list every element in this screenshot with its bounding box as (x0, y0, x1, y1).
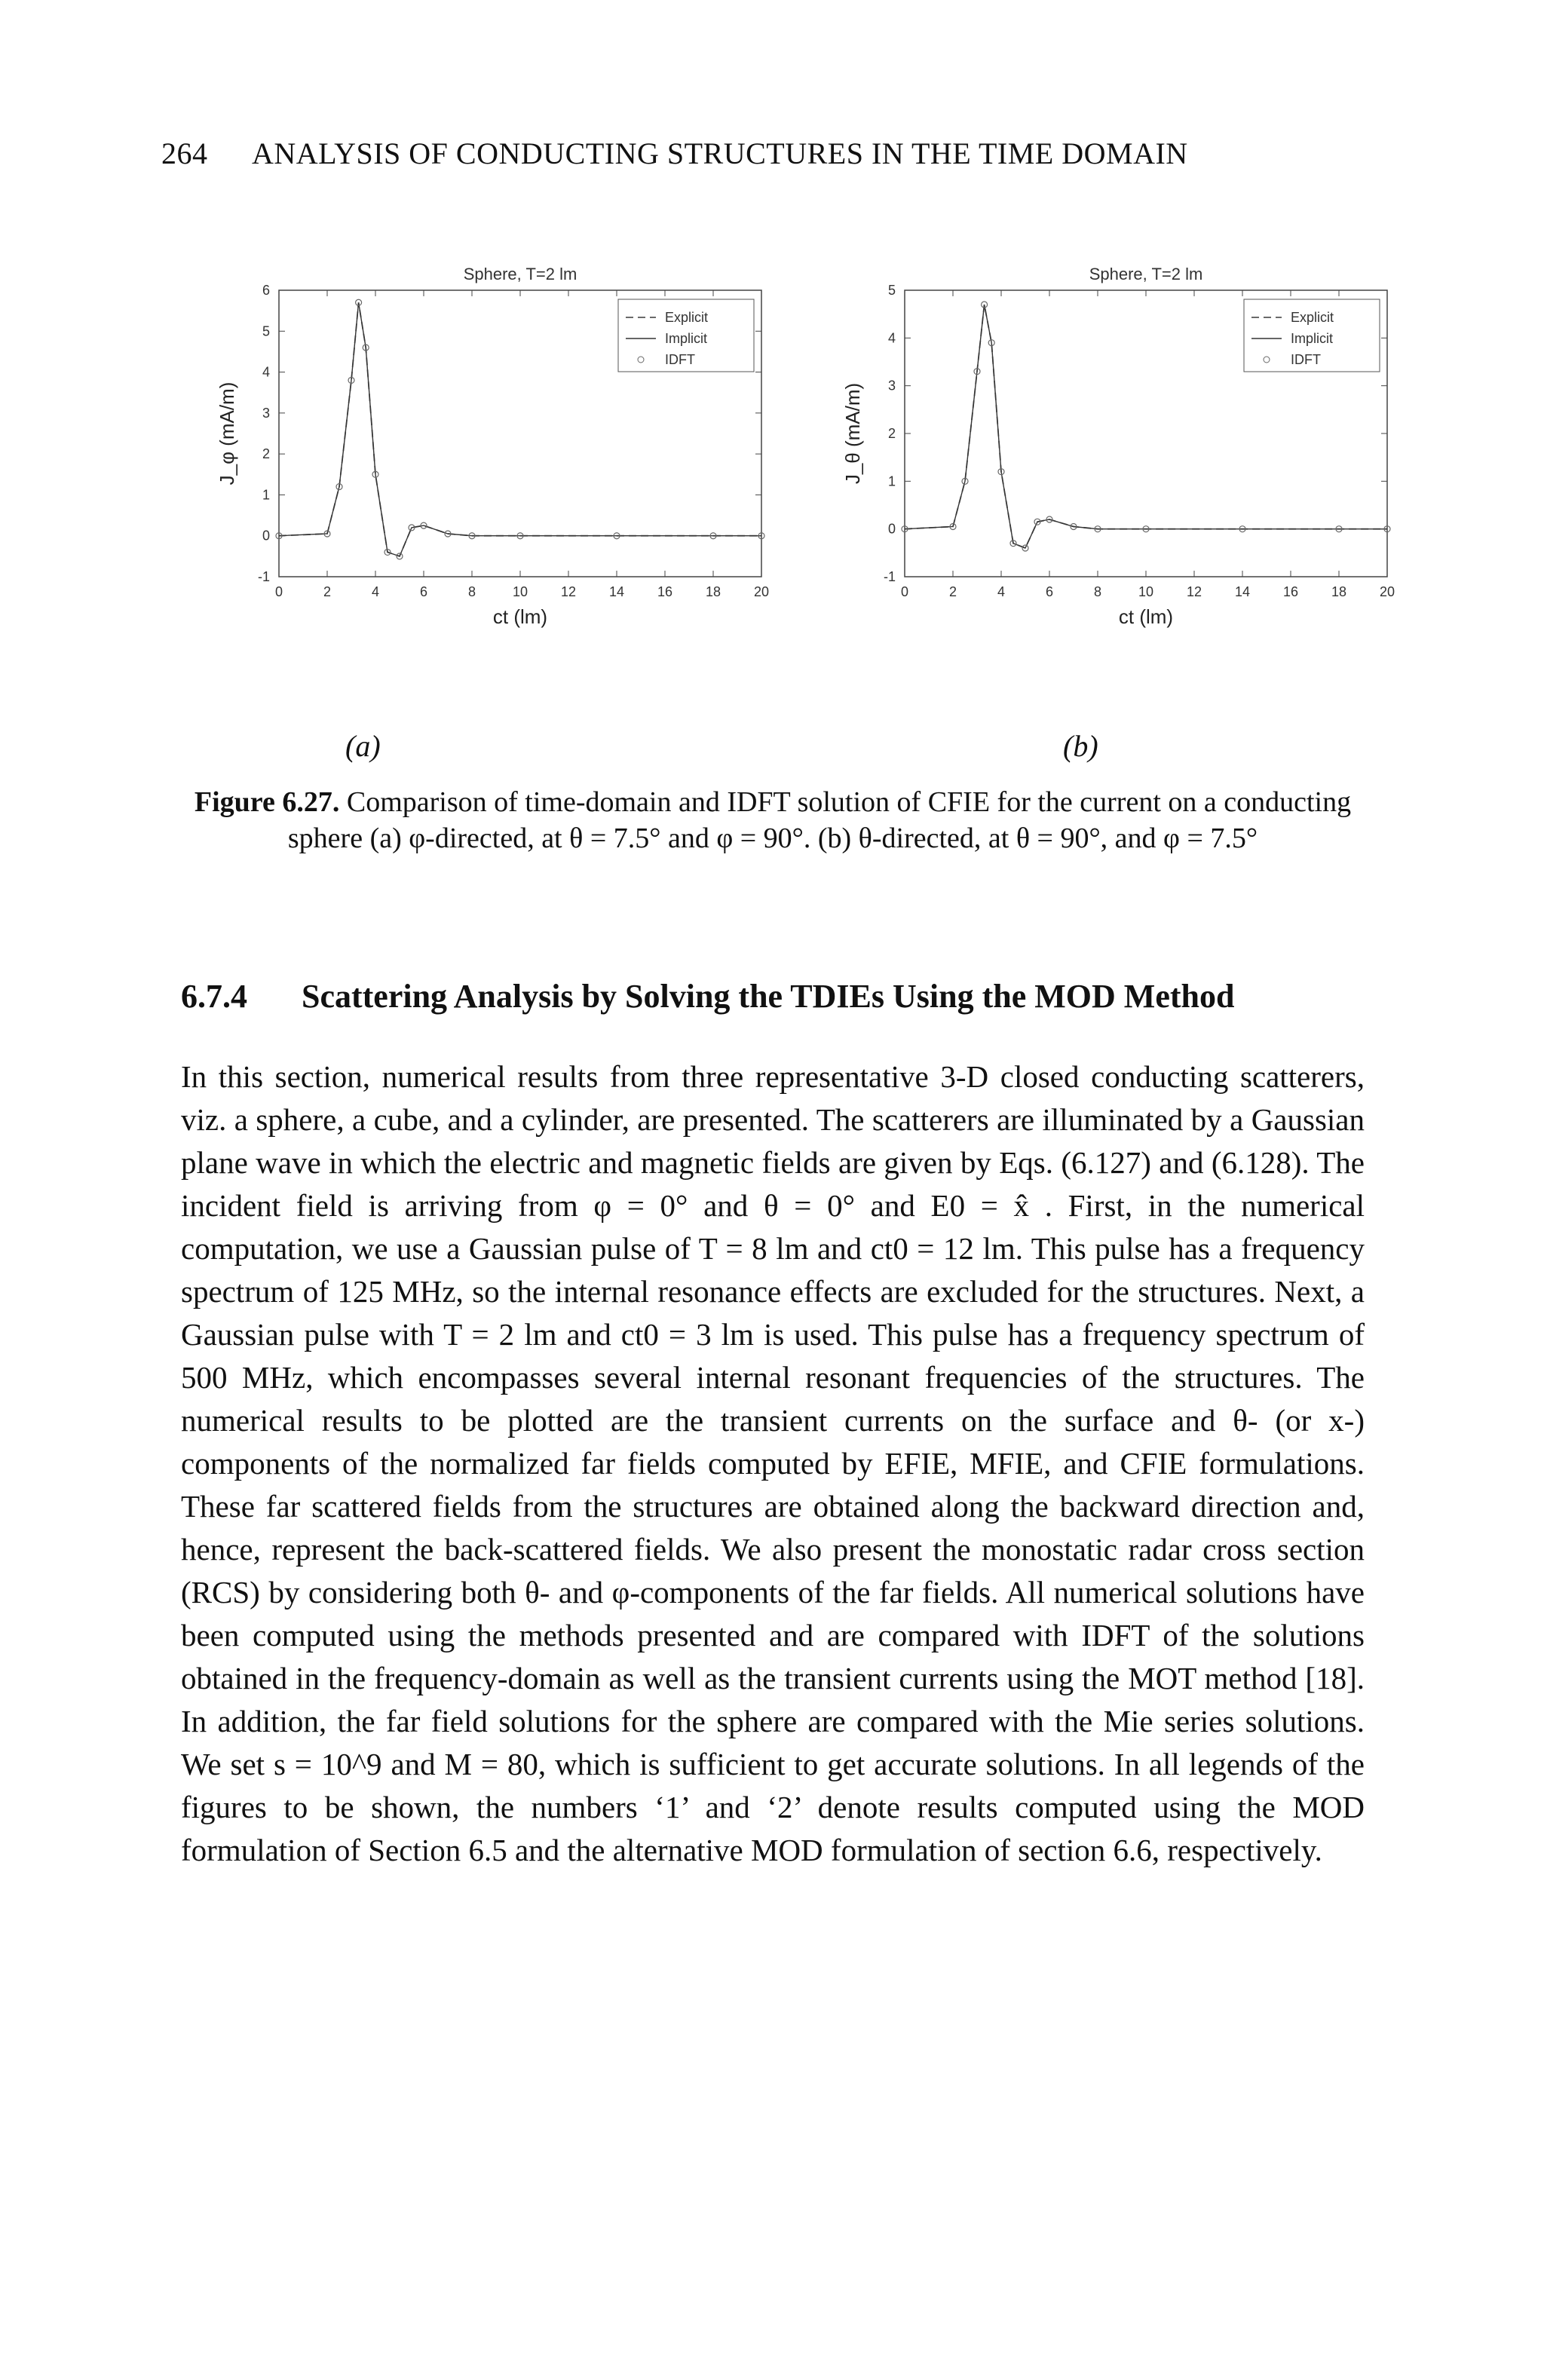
y-tick-label: 5 (887, 283, 896, 298)
x-tick-label: 16 (657, 584, 673, 599)
y-tick-label: 3 (262, 405, 270, 421)
x-tick-label: 4 (371, 584, 380, 599)
y-tick-label: 2 (262, 446, 270, 462)
y-tick-label: 3 (887, 378, 896, 394)
x-tick-label: 20 (1379, 584, 1395, 599)
running-title: ANALYSIS OF CONDUCTING STRUCTURES IN THE TIME DOMAIN (252, 136, 1188, 170)
x-tick-label: 0 (900, 584, 909, 599)
subcaption-a: (a) (345, 729, 381, 763)
body-text: In this section, numerical results from three representative 3-D closed conducting scatterers, viz. a sphere, a cube, and a cylinder, are presented. The scatterers are illuminated by a Gaussian plane wave in which the electric and magnetic fields are given by Eqs. (6.127) and (6.128). The incident field is arriving from φ = 0° and θ = 0° and E0 = x̂ . First, in the numerical computation, we use a Gaussian pulse of T = 8 lm and ct0 = 12 lm. This pulse has a frequency spectrum of 125 MHz, so the internal resonance effects are excluded for the structures. Next, a Gaussian pulse with T = 2 lm and ct0 = 3 lm is used. This pulse has a frequency spectrum of 500 MHz, which encompasses several internal resonant frequencies of the structures. The numerical results to be plotted are the transient currents on the surface and θ- (or x-) components of the normalized far fields computed by EFIE, MFIE, and CFIE formulations. These far scattered fields from the structures are obtained along the backward direction and, hence, represent the back-scattered fields. We also present the monostatic radar cross section (RCS) by considering both θ- and φ-components of the far fields. All numerical solutions have been computed using the methods presented and are compared with IDFT of the solutions obtained in the frequency-domain as well as the transient currents using the MOT method [18]. In addition, the far field solutions for the sphere are compared with the Mie series solutions. We set s = 10^9 and M = 80, which is sufficient to get accurate solutions. In all legends of the figures to be shown, the numbers ‘1’ and ‘2’ denote results computed using the MOD formulation of Section 6.5 and the alternative MOD formulation of section 6.6, respectively. (181, 1059, 1365, 1867)
legend-label: Explicit (1291, 310, 1334, 325)
section-heading (181, 977, 1234, 1015)
legend-label: Implicit (665, 331, 708, 346)
y-tick-label: 6 (262, 283, 270, 298)
y-axis-label: J_φ (mA/m) (216, 381, 238, 485)
x-tick-label: 10 (1138, 584, 1154, 599)
x-tick-label: 18 (1331, 584, 1347, 599)
legend-label: IDFT (1291, 352, 1321, 367)
x-tick-label: 4 (997, 584, 1006, 599)
y-tick-label: 4 (262, 364, 270, 380)
y-tick-label: 4 (887, 330, 896, 346)
plot-b (807, 245, 1485, 773)
x-tick-label: 6 (419, 584, 428, 599)
body-paragraph (181, 1055, 1365, 1872)
x-tick-label: 8 (1093, 584, 1102, 599)
y-tick-label: 0 (887, 521, 896, 537)
y-axis-label: J_θ (mA/m) (841, 382, 864, 485)
y-tick-label: -1 (883, 569, 896, 584)
page-number: 264 (161, 136, 208, 170)
caption-label: Figure 6.27. (194, 786, 340, 818)
section-title: Scattering Analysis by Solving the TDIEs Using the MOD Method (302, 978, 1235, 1015)
x-tick-label: 6 (1045, 584, 1054, 599)
x-tick-label: 16 (1282, 584, 1299, 599)
chart-title: Sphere, T=2 lm (1089, 265, 1203, 283)
legend-label: Implicit (1291, 331, 1334, 346)
x-tick-label: 2 (948, 584, 957, 599)
x-tick-label: 8 (467, 584, 476, 599)
chart-b-svg (807, 245, 1485, 773)
section-number: 6.7.4 (181, 978, 247, 1015)
x-tick-label: 18 (705, 584, 721, 599)
y-tick-label: -1 (257, 569, 270, 584)
x-tick-label: 0 (274, 584, 283, 599)
legend-label: Explicit (665, 310, 709, 325)
y-tick-label: 2 (887, 426, 896, 441)
y-tick-label: 1 (262, 487, 270, 503)
running-header (161, 136, 1443, 171)
y-tick-label: 0 (262, 528, 270, 544)
plot-a (181, 245, 859, 773)
subcaption-b: (b) (1063, 729, 1098, 763)
legend-label: IDFT (665, 352, 695, 367)
y-tick-label: 5 (262, 323, 270, 339)
chart-title: Sphere, T=2 lm (463, 265, 577, 283)
chart-a-svg (181, 245, 859, 773)
x-tick-label: 12 (560, 584, 577, 599)
figure-caption (188, 784, 1357, 856)
x-tick-label: 20 (753, 584, 770, 599)
x-axis-label: ct (lm) (1118, 605, 1174, 628)
x-tick-label: 2 (323, 584, 332, 599)
x-axis-label: ct (lm) (492, 605, 548, 628)
y-tick-label: 1 (887, 473, 896, 489)
x-tick-label: 14 (608, 584, 625, 599)
caption-text: Comparison of time-domain and IDFT solution of CFIE for the current on a conducting sphere (a) φ-directed, at θ = 7.5° and φ = 90°. (b) θ-directed, at θ = 90°, and φ = 7.5° (287, 786, 1352, 854)
x-tick-label: 14 (1234, 584, 1251, 599)
x-tick-label: 10 (512, 584, 528, 599)
x-tick-label: 12 (1186, 584, 1202, 599)
